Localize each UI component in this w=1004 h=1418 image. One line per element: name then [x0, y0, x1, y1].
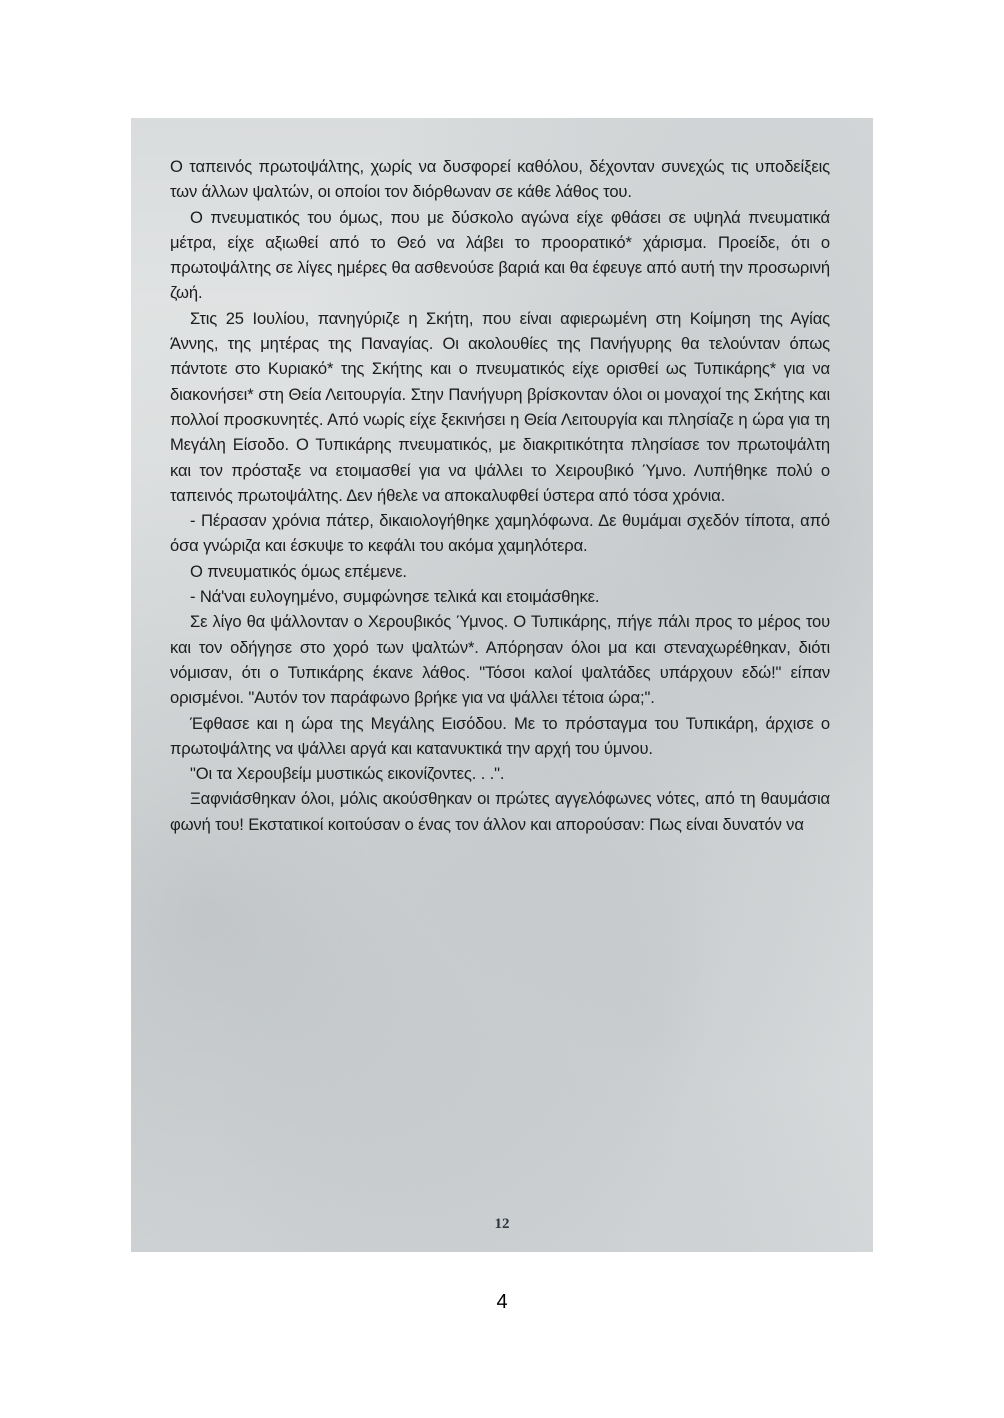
paragraph: Έφθασε και η ώρα της Μεγάλης Εισόδου. Με το πρόσταγμα του Τυπικάρη, άρχισε ο πρωτοψάλτης να ψάλλει αργά και κατανυκτικά την αρχή του ύμνου.: [170, 713, 830, 758]
document-page-number: 4: [496, 1291, 508, 1313]
paragraph: Στις 25 Ιουλίου, πανηγύριζε η Σκήτη, που είναι αφιερωμένη στη Κοίμηση της Αγίας Άννης, της μητέρας της Παναγίας. Οι ακολουθίες της Πανήγυρης θα τελούνταν όπως πάντοτε στο Κυριακό* της Σκήτης και ο πνευματικός είχε ορισθεί ως Τυπικάρης* για να διακονήσει* στη Θεία Λειτουργία. Στην Πανήγυρη βρίσκονταν όλοι οι μοναχοί της Σκήτης και πολλοί προσκυνητές. Από νωρίς είχε ξεκινήσει η Θεία Λειτουργία και πλησίαζε η ώρα για τη Μεγάλη Είσοδο. Ο Τυπικάρης πνευματικός, με διακριτικότητα πλησίασε τον πρωτοψάλτη και τον πρόσταξε να ετοιμασθεί για να ψάλλει το Χειρουβικό Ύμνο. Λυπήθηκε πολύ ο ταπεινός πρωτοψάλτης. Δεν ήθελε να αποκαλυφθεί ύστερα από τόσα χρόνια.: [170, 308, 830, 505]
scanned-book-page: [131, 118, 873, 1252]
paragraph: Ξαφνιάσθηκαν όλοι, μόλις ακούσθηκαν οι πρώτες αγγελόφωνες νότες, από τη θαυμάσια φωνή του! Εκστατικοί κοιτούσαν ο ένας τον άλλον και απορούσαν: Πως είναι δυνατόν να: [170, 789, 830, 834]
paragraph: - Πέρασαν χρόνια πάτερ, δικαιολογήθηκε χαμηλόφωνα. Δε θυμάμαι σχεδόν τίποτα, από όσα γνώριζα και έσκυψε το κεφάλι του ακόμα χαμηλότερα.: [170, 511, 830, 556]
paragraph: Ο ταπεινός πρωτοψάλτης, χωρίς να δυσφορεί καθόλου, δέχονταν συνεχώς τις υποδείξεις των άλλων ψαλτών, οι οποίοι τον διόρθωναν σε κάθε λάθος του.: [170, 157, 830, 202]
book-page-number: 12: [494, 1216, 510, 1232]
paragraph: Ο πνευματικός όμως επέμενε.: [190, 561, 407, 581]
paragraph: Ο πνευματικός του όμως, που με δύσκολο αγώνα είχε φθάσει σε υψηλά πνευματικά μέτρα, είχε αξιωθεί από το Θεό να λάβει το προορατικό* χάρισμα. Προείδε, ότι ο πρωτοψάλτης σε λίγες ημέρες θα ασθενούσε βαριά και θα έφευγε από αυτή την προσωρινή ζωή.: [170, 207, 830, 303]
paragraph: - Νά'ναι ευλογημένο, συμφώνησε τελικά και ετοιμάσθηκε.: [190, 587, 600, 607]
paragraph: Σε λίγο θα ψάλλονταν ο Χερουβικός Ύμνος. Ο Τυπικάρης, πήγε πάλι προς το μέρος του και τον οδήγησε στο χορό των ψαλτών*. Απόρησαν όλοι μα και στεναχωρέθηκαν, διότι νόμισαν, ότι ο Τυπικάρης έκανε λάθος. "Τόσοι καλοί ψαλτάδες υπάρχουν εδώ!" είπαν ορισμένοι. "Αυτόν τον παράφωνο βρήκε για να ψάλλει τέτοια ώρα;".: [170, 612, 830, 708]
paragraph: "Οι τα Χερουβείμ μυστικώς εικονίζοντες. . .".: [190, 764, 505, 784]
book-text-body: [170, 154, 830, 837]
